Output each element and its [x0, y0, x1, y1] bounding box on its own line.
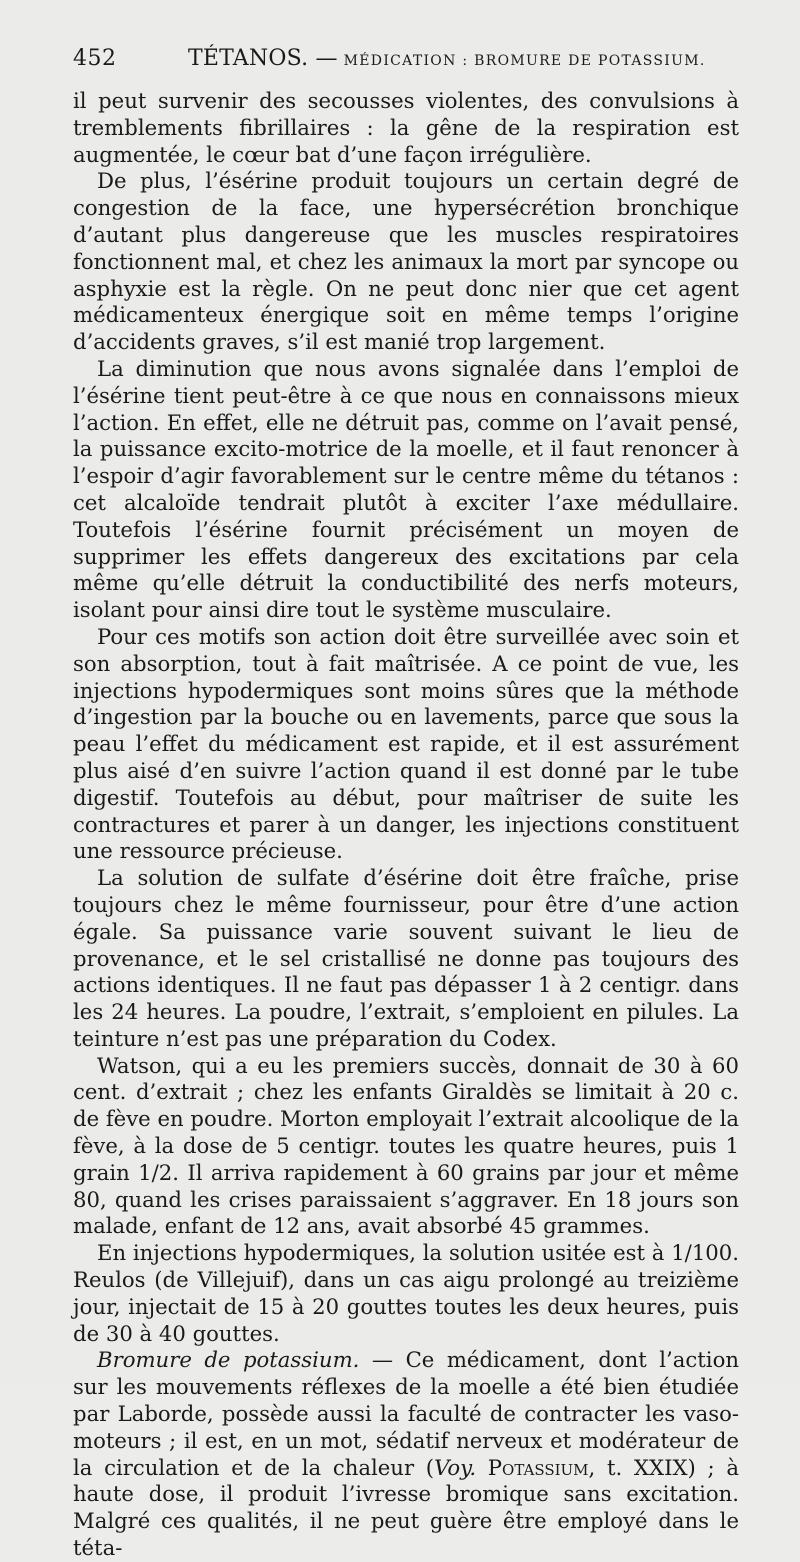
- paragraph: La diminution que nous avons signalée dans l’emploi de l’ésérine tient peut-être à ce que nous en connaissons mieux l’action. En effet, elle ne détruit pas, comme on l’avait pensé, la puissance excito-motrice de la moelle, et il faut renoncer à l’espoir d’agir favorablement sur le centre même du tétanos : cet alcaloïde tendrait plutôt à exciter l’axe médullaire. Toutefois l’ésérine fournit précisément un moyen de supprimer les effets dangereux des excitations par cela même qu’elle détruit la conductibilité des nerfs moteurs, isolant pour ainsi dire tout le système musculaire.: [73, 355, 739, 623]
- paragraph: Watson, qui a eu les premiers succès, donnait de 30 à 60 cent. d’extrait ; chez les enfants Giraldès se limitait à 20 c. de fève en poudre. Morton employait l’extrait alcoolique de la fève, à la dose de 5 centigr. toutes les quatre heures, puis 1 grain 1/2. Il arriva rapidement à 60 grains par jour et même 80, quand les crises paraissaient s’aggraver. En 18 jours son malade, enfant de 12 ans, avait absorbé 45 grammes.: [73, 1052, 739, 1239]
- section-heading: Bromure de potassium.: [97, 1347, 360, 1373]
- paragraph: De plus, l’ésérine produit toujours un certain degré de congestion de la face, une hypersécrétion bronchique d’autant plus dangereuse que les muscles respiratoires fonctionnent mal, et chez les animaux la mort par syncope ou asphyxie est la règle. On ne peut donc nier que cet agent médicamenteux énergique soit en même temps l’origine d’accidents graves, s’il est manié trop largement.: [73, 168, 739, 355]
- cross-reference-entry: Potassium: [476, 1454, 589, 1480]
- page-header: [73, 44, 753, 78]
- paragraph-text: — Ce médicament, dont l’action sur les mouvements réflexes de la moelle a été bien étudiée par Laborde, possède aussi la faculté de contracter les vaso-moteurs ; il est, en un mot, sédatif nerveux et modérateur de la circulation et de la chaleur (: [73, 1347, 739, 1480]
- page-body: [73, 88, 739, 1562]
- running-title: [188, 46, 706, 71]
- page-number: 452: [73, 46, 117, 71]
- paragraph-text: , t. XXIX) ; à haute dose, il produit l’ivresse bromique sans excitation. Malgré ces qualités, il ne peut guère être employé dans le téta-: [73, 1454, 739, 1561]
- running-title-main: TÉTANOS. —: [188, 46, 338, 71]
- paragraph: il peut survenir des secousses violentes, des convulsions à tremblements fibrillaires : la gêne de la respiration est augmentée, le cœur bat d’une façon irrégulière.: [73, 88, 739, 167]
- paragraph: Pour ces motifs son action doit être surveillée avec soin et son absorption, tout à fait maîtrisée. A ce point de vue, les injections hypodermiques sont moins sûres que la méthode d’ingestion par la bouche ou en lavements, parce que sous la peau l’effet du médicament est rapide, et il est assurément plus aisé d’en suivre l’action quand il est donné par le tube digestif. Toutefois au début, pour maîtriser de suite les contractures et parer à un danger, les injections constituent une ressource précieuse.: [73, 623, 739, 864]
- paragraph-bromure: [73, 1347, 739, 1561]
- running-title-subtitle: MÉDICATION : BROMURE DE POTASSIUM.: [343, 53, 706, 69]
- paragraph: En injections hypodermiques, la solution usitée est à 1/100. Reulos (de Villejuif), dans un cas aigu prolongé au treizième jour, injectait de 15 à 20 gouttes toutes les deux heures, puis de 30 à 40 gouttes.: [73, 1240, 739, 1346]
- paragraph: La solution de sulfate d’ésérine doit être fraîche, prise toujours chez le même fournisseur, pour être d’une action égale. Sa puissance varie souvent suivant le lieu de provenance, et le sel cristallisé ne donne pas toujours des actions identiques. Il ne faut pas dépasser 1 à 2 centigr. dans les 24 heures. La poudre, l’extrait, s’emploient en pilules. La teinture n’est pas une préparation du Codex.: [73, 865, 739, 1051]
- cross-reference: Voy.: [434, 1454, 477, 1480]
